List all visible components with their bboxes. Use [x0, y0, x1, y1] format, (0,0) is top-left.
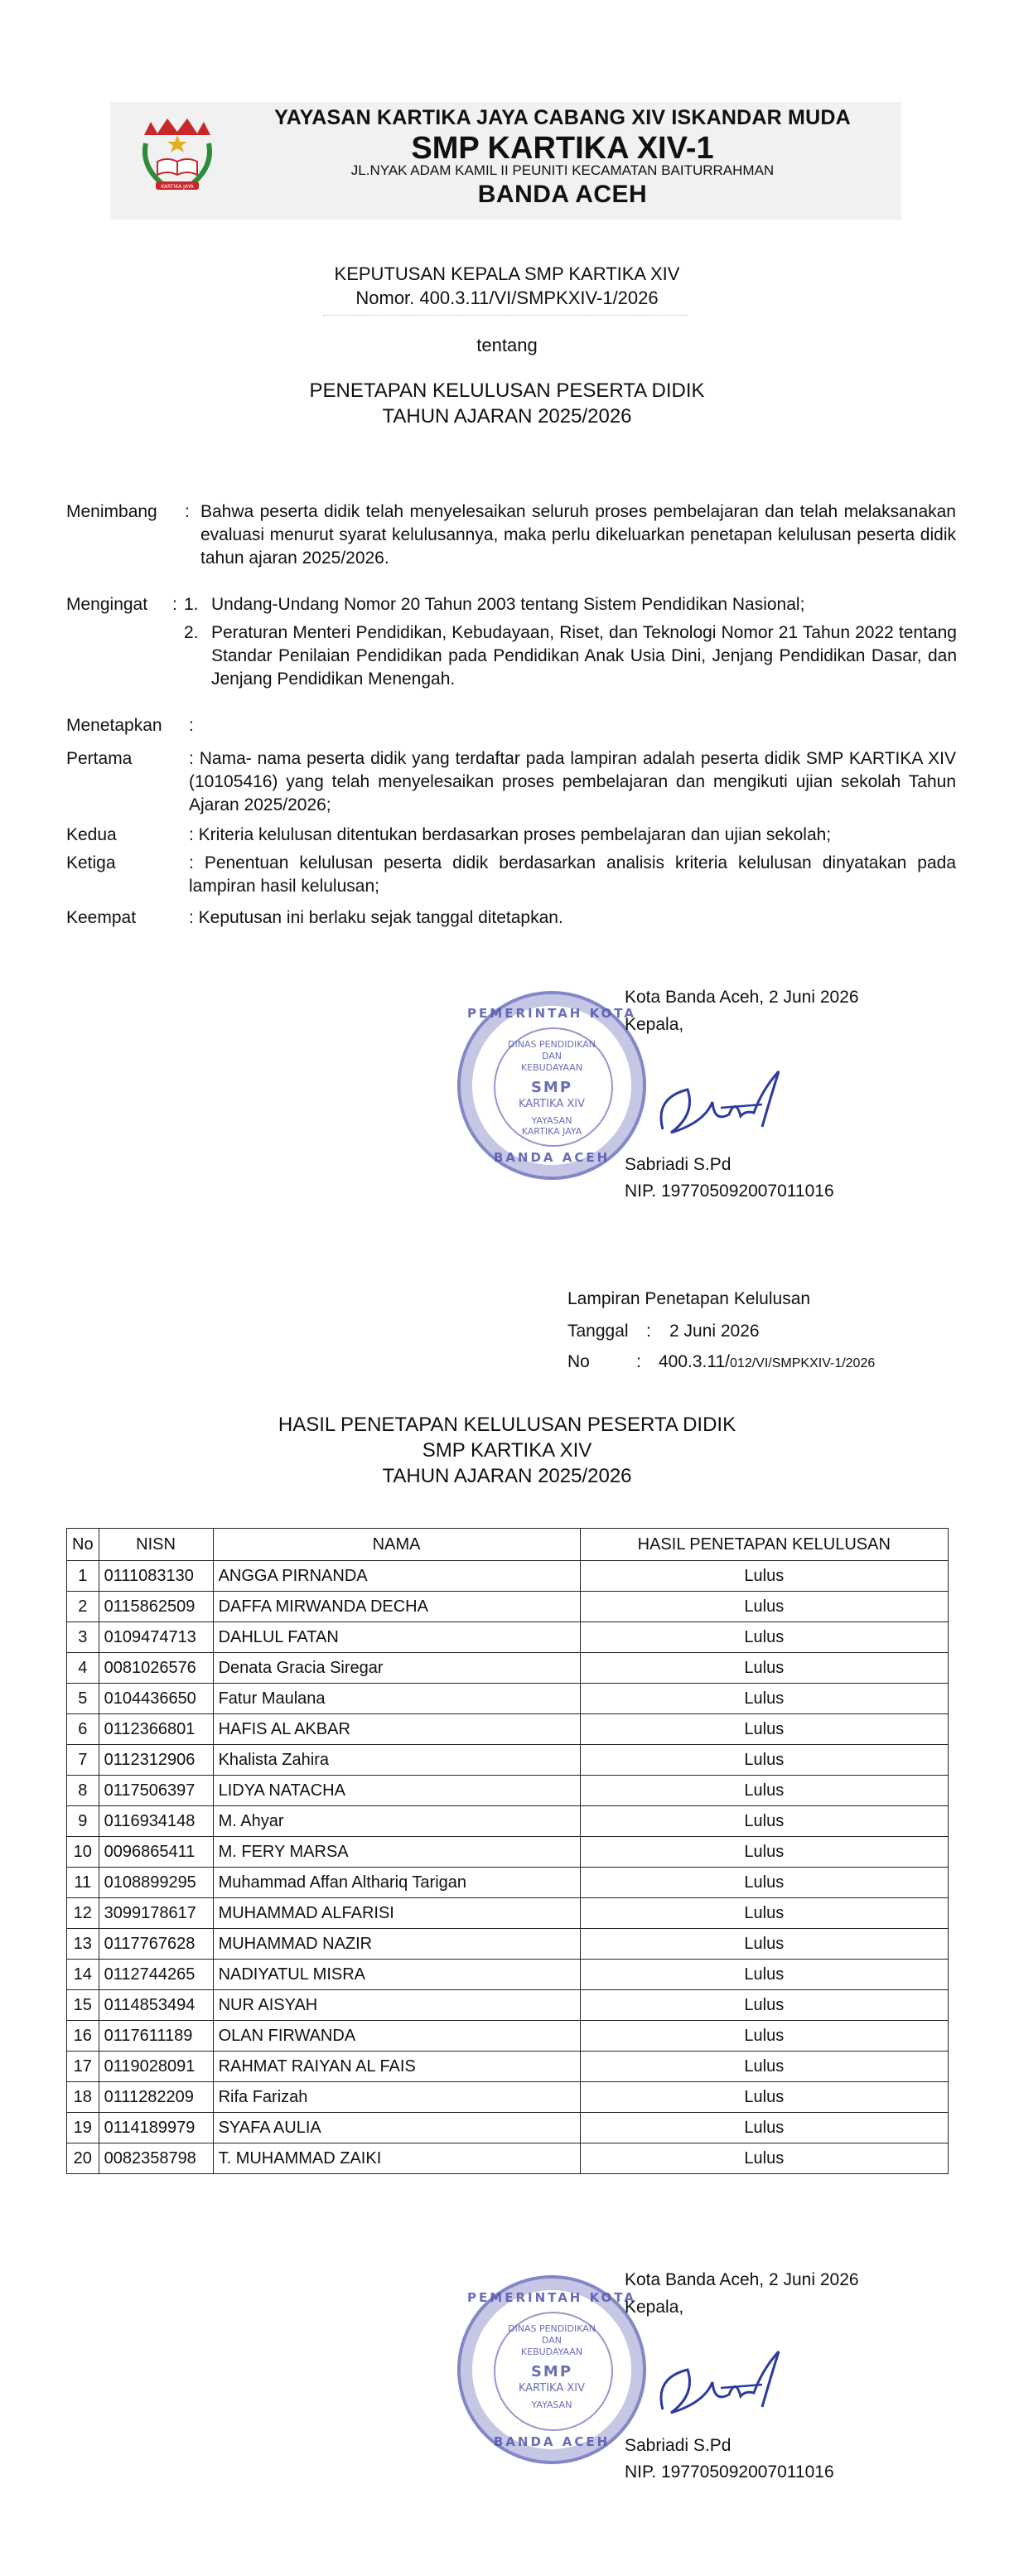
row-hasil-cell: Lulus: [580, 1592, 948, 1622]
attachment-no-main: 400.3.11/: [659, 1352, 731, 1371]
table-row: [67, 1745, 949, 1776]
table-row: [67, 2082, 949, 2113]
attachment-date-value: 2 Juni 2026: [669, 1322, 760, 1341]
row-hasil-cell: Lulus: [580, 2021, 948, 2052]
mengingat-colon: :: [172, 595, 177, 614]
row-nama-cell: NUR AISYAH: [213, 1990, 580, 2021]
row-nisn-cell: 0117767628: [99, 1929, 213, 1960]
row-nisn-cell: 0111083130: [99, 1561, 213, 1592]
row-hasil-cell: Lulus: [580, 1898, 948, 1929]
menimbang-colon: :: [185, 502, 190, 521]
letterhead-city: BANDA ACEH: [477, 181, 648, 208]
signature-1-icon: [638, 1065, 795, 1148]
menimbang-label: Menimbang: [66, 502, 157, 521]
row-no-cell: 8: [67, 1776, 99, 1806]
row-nama-cell: LIDYA NATACHA: [213, 1776, 580, 1806]
row-no-cell: 13: [67, 1929, 99, 1960]
row-no-cell: 10: [67, 1837, 99, 1868]
row-nisn-cell: 0119028091: [99, 2052, 213, 2082]
row-nama-cell: T. MUHAMMAD ZAIKI: [213, 2143, 580, 2174]
sign1-role: Kepala,: [625, 1015, 684, 1034]
point-kedua-label: Kedua: [66, 825, 117, 844]
results-title-line3: TAHUN AJARAN 2025/2026: [382, 1465, 632, 1487]
school-logo-icon: [133, 110, 222, 200]
row-no-cell: 3: [67, 1622, 99, 1653]
row-no-cell: 7: [67, 1745, 99, 1776]
letterhead-school-name: SMP KARTIKA XIV-1: [411, 131, 714, 166]
row-no-cell: 15: [67, 1990, 99, 2021]
point-pertama-text: : Nama- nama peserta didik yang terdaftar pada lampiran adalah peserta didik SMP KARTIKA XIV (10105416) yang telah menyelesaikan proses pembelajaran dan mengikuti ujian sekolah Tahun Ajaran 2025/2026;: [189, 749, 956, 814]
row-nama-cell: M. FERY MARSA: [213, 1837, 580, 1868]
row-nama-cell: MUHAMMAD ALFARISI: [213, 1898, 580, 1929]
row-hasil-cell: Lulus: [580, 2082, 948, 2113]
row-hasil-cell: Lulus: [580, 1622, 948, 1653]
row-nama-cell: HAFIS AL AKBAR: [213, 1714, 580, 1745]
row-nisn-cell: 0117506397: [99, 1776, 213, 1806]
sign1-place-date: Kota Banda Aceh, 2 Juni 2026: [625, 988, 859, 1007]
table-row: [67, 2143, 949, 2174]
decree-number: Nomor. 400.3.11/VI/SMPKXIV-1/2026: [355, 288, 659, 308]
row-nisn-cell: 0112312906: [99, 1745, 213, 1776]
row-nisn-cell: 0114853494: [99, 1990, 213, 2021]
results-title-line2: SMP KARTIKA XIV: [422, 1439, 592, 1462]
mengingat-item-2-num: 2.: [184, 623, 199, 642]
row-nisn-cell: 0109474713: [99, 1622, 213, 1653]
row-hasil-cell: Lulus: [580, 1561, 948, 1592]
sign2-nip: NIP. 197705092007011016: [625, 2462, 834, 2482]
row-hasil-cell: Lulus: [580, 2113, 948, 2143]
attachment-date-label: Tanggal: [567, 1322, 629, 1341]
row-nisn-cell: 0108899295: [99, 1868, 213, 1898]
point-keempat-text: : Keputusan ini berlaku sejak tanggal ditetapkan.: [189, 908, 563, 927]
row-nisn-cell: 0096865411: [99, 1837, 213, 1868]
attachment-no-label: No: [567, 1352, 590, 1371]
table-row: [67, 2113, 949, 2143]
table-row: [67, 1622, 949, 1653]
row-nama-cell: ANGGA PIRNANDA: [213, 1561, 580, 1592]
table-row: [67, 1929, 949, 1960]
row-nisn-cell: 0082358798: [99, 2143, 213, 2174]
results-table: [66, 1528, 949, 2174]
row-no-cell: 6: [67, 1714, 99, 1745]
row-nama-cell: NADIYATUL MISRA: [213, 1960, 580, 1990]
stamp-line3: KEBUDAYAAN: [520, 1062, 583, 1073]
signature-2-icon: [638, 2345, 795, 2428]
row-nama-cell: Khalista Zahira: [213, 1745, 580, 1776]
row-hasil-cell: Lulus: [580, 1684, 948, 1714]
row-no-cell: 9: [67, 1806, 99, 1837]
stamp-smp: SMP: [530, 2363, 573, 2380]
row-no-cell: 18: [67, 2082, 99, 2113]
table-row: [67, 1990, 949, 2021]
row-hasil-cell: Lulus: [580, 1868, 948, 1898]
results-table-body: [67, 1561, 949, 2174]
row-nama-cell: Muhammad Affan Althariq Tarigan: [213, 1868, 580, 1898]
stamp-kartika: KARTIKA XIV: [518, 2382, 585, 2395]
table-row: [67, 1960, 949, 1990]
row-nama-cell: MUHAMMAD NAZIR: [213, 1929, 580, 1960]
row-no-cell: 17: [67, 2052, 99, 2082]
row-no-cell: 14: [67, 1960, 99, 1990]
row-nisn-cell: 0112744265: [99, 1960, 213, 1990]
table-row: [67, 1868, 949, 1898]
stamp-smp: SMP: [530, 1079, 573, 1096]
row-nisn-cell: 0114189979: [99, 2113, 213, 2143]
row-no-cell: 20: [67, 2143, 99, 2174]
row-no-cell: 11: [67, 1868, 99, 1898]
attachment-no-value: [659, 1352, 875, 1372]
row-nama-cell: Fatur Maulana: [213, 1684, 580, 1714]
menimbang-text-wrap: [200, 500, 956, 570]
mengingat-label: Mengingat: [66, 595, 148, 614]
table-row: [67, 1776, 949, 1806]
point-pertama-label: Pertama: [66, 749, 133, 768]
row-nama-cell: Rifa Farizah: [213, 2082, 580, 2113]
header-nisn: NISN: [99, 1529, 213, 1561]
stamp-kartika: KARTIKA XIV: [518, 1098, 585, 1110]
row-nama-cell: DAFFA MIRWANDA DECHA: [213, 1592, 580, 1622]
point-ketiga-label: Ketiga: [66, 853, 116, 872]
stamp-kartika-jaya: KARTIKA JAYA: [521, 1126, 582, 1137]
mengingat-item-1-num: 1.: [184, 595, 199, 614]
row-nama-cell: M. Ahyar: [213, 1806, 580, 1837]
table-row: [67, 1714, 949, 1745]
stamp-line1: DINAS PENDIDIKAN: [508, 2323, 596, 2334]
table-row: [67, 1561, 949, 1592]
decree-about: tentang: [476, 335, 538, 355]
row-no-cell: 1: [67, 1561, 99, 1592]
row-nisn-cell: 0115862509: [99, 1592, 213, 1622]
decree-number-underline: [323, 315, 688, 317]
row-no-cell: 16: [67, 2021, 99, 2052]
letterhead-organization: YAYASAN KARTIKA JAYA CABANG XIV ISKANDAR MUDA: [274, 106, 851, 129]
row-hasil-cell: Lulus: [580, 1653, 948, 1684]
row-nama-cell: DAHLUL FATAN: [213, 1622, 580, 1653]
official-stamp-1: [457, 991, 646, 1180]
sign1-name: Sabriadi S.Pd: [625, 1155, 732, 1174]
row-no-cell: 2: [67, 1592, 99, 1622]
table-row: [67, 2021, 949, 2052]
table-header-row: [67, 1529, 949, 1561]
row-hasil-cell: Lulus: [580, 2052, 948, 2082]
attachment-date-sep: :: [646, 1322, 651, 1341]
row-hasil-cell: Lulus: [580, 1929, 948, 1960]
attachment-title: Lampiran Penetapan Kelulusan: [567, 1289, 811, 1308]
stamp-bottom-text: BANDA ACEH: [493, 1150, 611, 1165]
row-nisn-cell: 0081026576: [99, 1653, 213, 1684]
attachment-no-small: 012/VI/SMPKXIV-1/2026: [730, 1356, 876, 1370]
sign2-role: Kepala,: [625, 2298, 684, 2317]
sign1-nip: NIP. 197705092007011016: [625, 1182, 834, 1201]
stamp-top-text: PEMERINTAH KOTA: [467, 2290, 636, 2305]
stamp-line1: DINAS PENDIDIKAN: [508, 1039, 596, 1050]
logo-ribbon-text: KARTIKA JAYA: [161, 184, 194, 190]
table-row: [67, 1592, 949, 1622]
row-nama-cell: Denata Gracia Siregar: [213, 1653, 580, 1684]
decree-subject-line1: PENETAPAN KELULUSAN PESERTA DIDIK: [309, 379, 705, 402]
stamp-line3: KEBUDAYAAN: [520, 2346, 583, 2357]
table-row: [67, 1806, 949, 1837]
table-row: [67, 1898, 949, 1929]
stamp-line2: DAN: [541, 1051, 563, 1061]
table-row: [67, 1837, 949, 1868]
row-nama-cell: RAHMAT RAIYAN AL FAIS: [213, 2052, 580, 2082]
stamp-yayasan: YAYASAN: [531, 1115, 572, 1126]
row-hasil-cell: Lulus: [580, 1837, 948, 1868]
row-nisn-cell: 0112366801: [99, 1714, 213, 1745]
header-nama: NAMA: [213, 1529, 580, 1561]
results-title-line1: HASIL PENETAPAN KELULUSAN PESERTA DIDIK: [278, 1414, 736, 1436]
point-ketiga-text: : Penentuan kelulusan peserta didik berdasarkan analisis kriteria kelulusan dinyatakan pada lampiran hasil kelulusan;: [189, 853, 956, 896]
menetapkan-label: Menetapkan: [66, 716, 162, 735]
point-kedua-text: : Kriteria kelulusan ditentukan berdasarkan proses pembelajaran dan ujian sekolah;: [189, 825, 832, 844]
header-no: No: [67, 1529, 99, 1561]
row-hasil-cell: Lulus: [580, 1714, 948, 1745]
row-nisn-cell: 0104436650: [99, 1684, 213, 1714]
row-nama-cell: SYAFA AULIA: [213, 2113, 580, 2143]
row-nisn-cell: 0111282209: [99, 2082, 213, 2113]
table-row: [67, 2052, 949, 2082]
row-no-cell: 19: [67, 2113, 99, 2143]
row-nisn-cell: 3099178617: [99, 1898, 213, 1929]
row-nisn-cell: 0117611189: [99, 2021, 213, 2052]
table-row: [67, 1653, 949, 1684]
mengingat-item-2-text: Peraturan Menteri Pendidikan, Kebudayaan, Riset, dan Teknologi Nomor 21 Tahun 2022 tentang Standar Penilaian Pendidikan pada Pendidikan Anak Usia Dini, Jenjang Pendidikan Dasar, dan Jenjang Pendidikan Menengah.: [211, 623, 957, 689]
stamp-bottom-text: BANDA ACEH: [493, 2434, 611, 2449]
attachment-no-sep: :: [636, 1352, 641, 1371]
decree-subject-line2: TAHUN AJARAN 2025/2026: [382, 405, 632, 428]
stamp-yayasan: YAYASAN: [531, 2400, 572, 2410]
sign2-name: Sabriadi S.Pd: [625, 2436, 732, 2455]
row-hasil-cell: Lulus: [580, 1806, 948, 1837]
row-nama-cell: OLAN FIRWANDA: [213, 2021, 580, 2052]
table-row: [67, 1684, 949, 1714]
menimbang-text: Bahwa peserta didik telah menyelesaikan seluruh proses pembelajaran dan telah melaksanakan evaluasi menurut syarat kelulusannya, maka perlu dikeluarkan penetapan kelulusan peserta didik tahun ajaran 2025/2026.: [200, 502, 956, 568]
row-no-cell: 4: [67, 1653, 99, 1684]
stamp-top-text: PEMERINTAH KOTA: [467, 1006, 636, 1021]
row-hasil-cell: Lulus: [580, 2143, 948, 2174]
stamp-line2: DAN: [541, 2335, 563, 2346]
row-no-cell: 5: [67, 1684, 99, 1714]
row-hasil-cell: Lulus: [580, 1745, 948, 1776]
row-hasil-cell: Lulus: [580, 1990, 948, 2021]
row-nisn-cell: 0116934148: [99, 1806, 213, 1837]
letterhead-address: JL.NYAK ADAM KAMIL II PEUNITI KECAMATAN BAITURRAHMAN: [350, 162, 775, 178]
header-hasil: HASIL PENETAPAN KELULUSAN: [580, 1529, 948, 1561]
sign2-place-date: Kota Banda Aceh, 2 Juni 2026: [625, 2270, 859, 2289]
mengingat-item-1-text: Undang-Undang Nomor 20 Tahun 2003 tentang Sistem Pendidikan Nasional;: [211, 595, 805, 614]
official-stamp-2: [457, 2275, 646, 2464]
point-keempat-label: Keempat: [66, 908, 137, 927]
menetapkan-colon: :: [189, 716, 194, 735]
decree-title: KEPUTUSAN KEPALA SMP KARTIKA XIV: [334, 263, 680, 284]
row-hasil-cell: Lulus: [580, 1960, 948, 1990]
row-hasil-cell: Lulus: [580, 1776, 948, 1806]
row-no-cell: 12: [67, 1898, 99, 1929]
